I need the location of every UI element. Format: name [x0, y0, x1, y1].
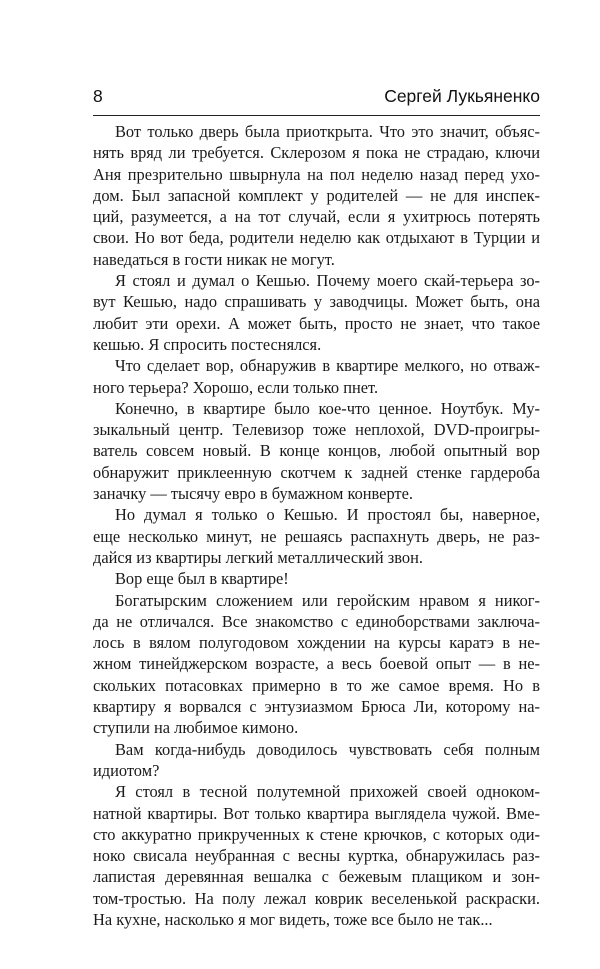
paragraph	[93, 590, 540, 739]
text-line: ватель совсем новый. В конце концов, любой опытный вор	[93, 441, 540, 461]
header-rule	[93, 115, 540, 116]
paragraph	[93, 739, 540, 782]
text-line: сто аккуратно прикрученных к стене крючков, с которых оди-	[93, 824, 540, 844]
text-line: еще несколько минут, не решаясь распахнуть дверь, не раз-	[93, 526, 540, 546]
text-line: обнаружит приклеенную скотчем к задней стенке гардероба	[93, 462, 540, 482]
text-line: Я стоял и думал о Кешью. Почему моего скай-терьера зо-	[115, 271, 540, 291]
text-line: любит эти орехи. А может быть, просто не знает, что такое	[93, 313, 540, 333]
text-line: Что сделает вор, обнаружив в квартире мелкого, но отваж-	[115, 356, 540, 376]
text-line: жном тинейджерском возрасте, а весь боевой опыт — в не-	[93, 654, 540, 674]
text-line: Вор еще был в квартире!	[115, 569, 289, 589]
text-line: Вам когда-нибудь доводилось чувствовать себя полным	[115, 739, 540, 759]
page-header	[93, 86, 540, 112]
paragraph	[93, 270, 540, 355]
text-line: вут Кешью, надо спрашивать у заводчицы. Может быть, она	[93, 292, 540, 312]
paragraph	[93, 121, 540, 270]
text-line: скольких потасовках примерно в то же самое время. Но в	[93, 675, 540, 695]
text-line: кешью. Я спросить постеснялся.	[93, 334, 322, 354]
text-line: лось в вялом полугодовом хождении на курсы каратэ в не-	[93, 633, 540, 653]
paragraph	[93, 781, 540, 930]
paragraph	[93, 398, 540, 504]
text-line: идиотом?	[93, 760, 160, 780]
text-line: квартиру я ворвался с энтузиазмом Брюса Ли, которому на-	[93, 697, 540, 717]
running-head-author: Сергей Лукьяненко	[384, 86, 540, 106]
text-line: ного терьера? Хорошо, если только пнет.	[93, 377, 379, 397]
text-line: зыкальный центр. Телевизор тоже неплохой, DVD-проигры-	[93, 420, 540, 440]
text-line: нять вряд ли требуется. Склерозом я пока не страдаю, ключи	[93, 143, 540, 163]
text-line: том-тростью. На полу лежал коврик веселенькой раскраски.	[93, 888, 540, 908]
text-line: Но думал я только о Кешью. И простоял бы, наверное,	[115, 505, 540, 525]
body-text	[93, 121, 540, 930]
text-line: ций, разумеется, а на тот случай, если я ухитрюсь потерять	[93, 207, 540, 227]
text-line: Вот только дверь была приоткрыта. Что это значит, объяс-	[115, 122, 540, 141]
text-line: натной квартиры. Вот только квартира выглядела чужой. Вме-	[93, 803, 540, 823]
text-line: да не отличался. Все знакомство с единоборствами заключа-	[93, 611, 540, 631]
text-line: ступили на любимое кимоно.	[93, 718, 299, 738]
text-line: Аня презрительно швырнула на пол неделю назад перед ухо-	[93, 164, 540, 184]
text-line: дом. Был запасной комплект у родителей — не для инспек-	[93, 185, 540, 205]
page-number: 8	[93, 86, 103, 106]
text-line: На кухне, насколько я мог видеть, тоже все было не так...	[93, 909, 493, 929]
paragraph	[93, 355, 540, 398]
text-line: Богатырским сложением или геройским нравом я никог-	[115, 590, 540, 610]
paragraph	[93, 568, 540, 589]
text-line: заначку — тысячу евро в бумажном конверте.	[93, 484, 413, 504]
text-line: лапистая деревянная вешалка с бежевым плащиком и зон-	[93, 867, 540, 887]
text-line: наведаться в гости никак не могут.	[93, 249, 335, 269]
paragraph	[93, 504, 540, 568]
text-line: Я стоял в тесной полутемной прихожей своей одноком-	[115, 782, 540, 802]
text-line: Конечно, в квартире было кое-что ценное. Ноутбук. Му-	[115, 398, 540, 418]
text-line: дайся из квартиры легкий металлический звон.	[93, 547, 423, 567]
text-line: свои. Но вот беда, родители неделю как отдыхают в Турции и	[93, 228, 540, 248]
text-line: ноко свисала неубранная с весны куртка, обнаружилась раз-	[93, 846, 540, 866]
